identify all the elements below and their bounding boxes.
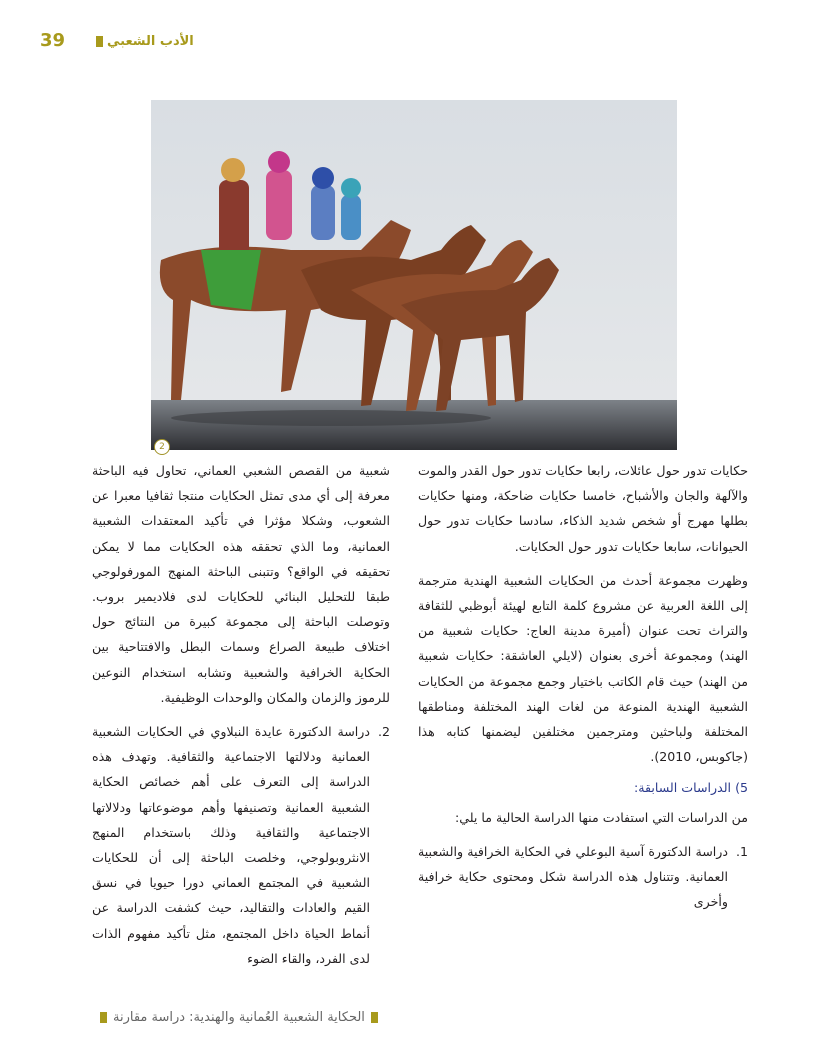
running-title: الحكاية الشعبية العُمانية والهندية: دراسة مقارنة	[113, 1010, 365, 1025]
section-heading	[418, 775, 748, 800]
running-footer	[100, 1010, 378, 1025]
right-para-1: حكايات تدور حول عائلات، رابعا حكايات تدور حول القدر والموت والآلهة والجان والأشباح، خامسا حكايات ضاحكة، ومنها حكايات بطلها مهرج أو شخص شديد الذكاء، سادسا حكايات تدور حول الحيوانات، سابعا حكايات تدور حول الحكايات.	[418, 463, 748, 554]
list-item-2-text: دراسة الدكتورة عايدة النبلاوي في الحكايات الشعبية العمانية ودلالتها الاجتماعية والثقافية. وتهدف هذه الدراسة إلى التعرف على أهم خصائص الحكاية الشعبية العمانية وتصنيفها وأهم موضوعاتها ودلالاتها الاجتماعية والثقافية وذلك باستخدام المنهج الانثروبولوجي، وخلصت الباحثة إلى أن للحكايات الشعبية في المجتمع العماني دورا حيويا في نسق القيم والعادات والتقاليد، حيث كشفت الدراسة عن أنماط الحياة داخل المجتمع، مثل تأكيد مفهوم الذات لدى الفرد، والقاء الضوء	[92, 724, 370, 966]
photo-women-on-horses-icon	[151, 100, 677, 450]
list-item-1-number: 1.	[735, 843, 748, 859]
accent-square-icon	[100, 1012, 107, 1023]
magazine-title	[96, 34, 194, 49]
list-item-2	[92, 719, 390, 971]
left-column	[92, 458, 390, 971]
list-item-1-text: دراسة الدكتورة آسية البوعلي في الحكاية الخرافية والشعبية العمانية. وتتناول هذه الدراسة شكل ومحتوى حكاية خرافية وأخرى	[418, 843, 728, 910]
accent-square-icon	[96, 36, 103, 47]
photo-number-badge: 2	[154, 439, 170, 455]
article-photo	[151, 100, 677, 450]
accent-square-icon	[371, 1012, 378, 1023]
right-para-3: من الدراسات التي استفادت منها الدراسة الحالية ما يلي:	[455, 809, 748, 825]
magazine-title-text: الأدب الشعبي	[107, 34, 194, 49]
right-para-2: وظهرت مجموعة أحدث من الحكايات الشعبية الهندية مترجمة إلى اللغة العربية عن مشروع كلمة التابع لهيئة أبوظبي للثقافة والتراث تحت عنوان (أميرة مدينة العاج: حكايات شعبية من الهند) ومجموعة أخرى بعنوان (لايلي العاشقة: حكايات شعبية من الهند) حيث قام الكاتب باختيار وجمع مجموعة من الحكايات الشعبية الهندية المنوعة من لغات الهند المختلفة ومناطقها المختلفة ولباحثين ومترجمين مختلفين ليضمنها كتابه هذا (جاكوبس، 2010).	[418, 572, 748, 765]
section-title: الدراسات السابقة:	[633, 780, 732, 796]
list-item-2-number: 2.	[377, 724, 390, 740]
right-column	[418, 458, 748, 914]
left-para-1: شعبية من القصص الشعبي العماني، تحاول فيه الباحثة معرفة إلى أي مدى تمثل الحكايات منتجا ثقافيا معبرا عن الشعوب، وشكلا مؤثرا في تأكيد المعتقدات الشعبية العمانية، وما الذي تحققه هذه الحكايات مما لا يمكن تحقيقه في الواقع؟ وتتبنى الباحثة المنهج المورفولوجي طبقا للتحليل البنائي للحكايات لدى فلاديمير بروب. وتوصلت الباحثة إلى مجموعة كبيرة من النتائج حول اختلاف طبيعة الصراع وسمات البطل والافتتاحية بين الحكاية الخرافية والشعبية وتشابه استخدام النوعين للرموز والزمان والمكان والوحدات الوظيفية.	[92, 463, 390, 705]
page-number: 39	[40, 30, 66, 51]
section-number: 5)	[735, 780, 748, 796]
list-item-1	[418, 839, 748, 915]
